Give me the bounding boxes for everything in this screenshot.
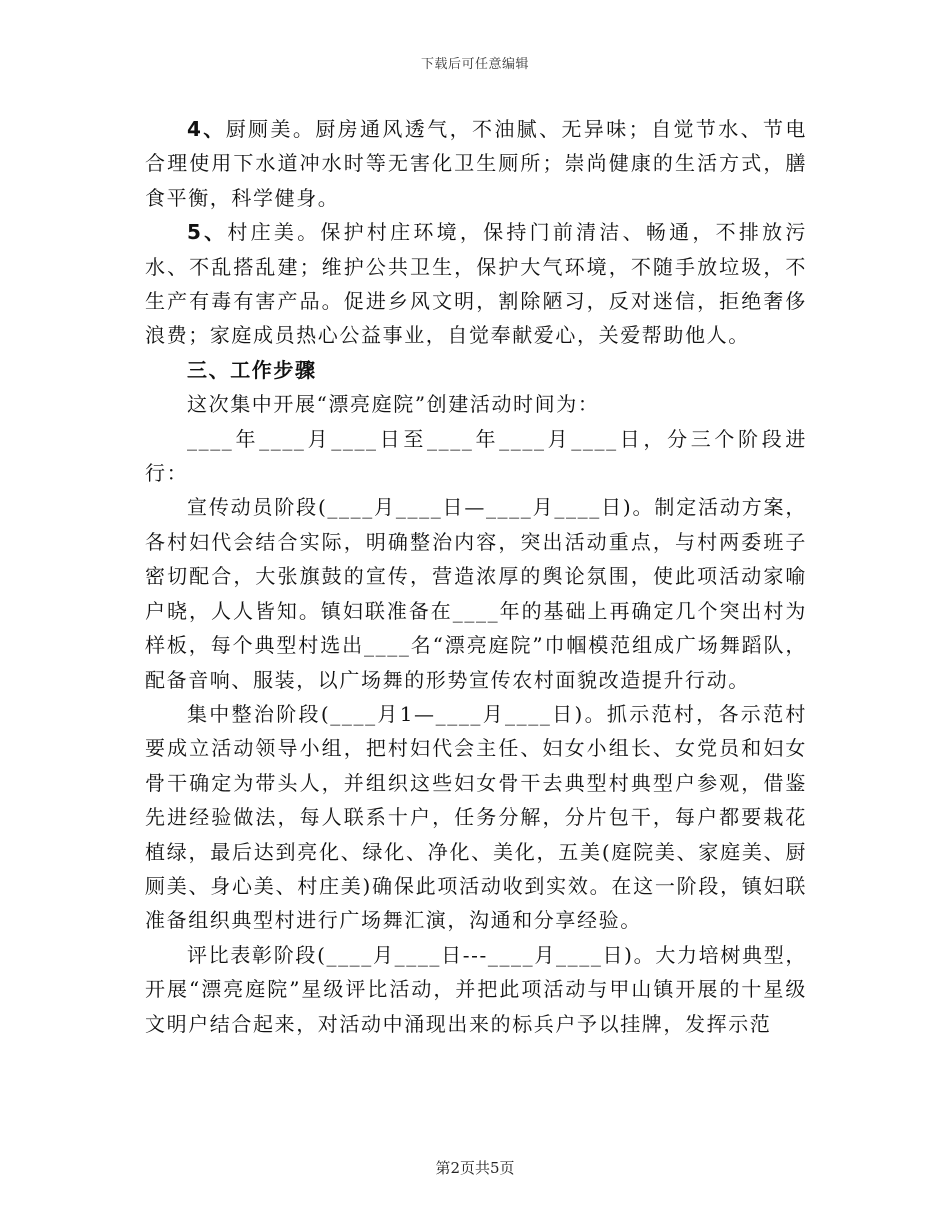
paragraph-text: 村庄美。保护村庄环境，保持门前清洁、畅通，不排放污水、不乱搭乱建；维护公共卫生，保护大气环境，不随手放垃圾，不生产有毒有害产品。促进乡风文明，割除陋习，反对迷信，拒绝奢侈浪费；家庭成员热心公益事业，自觉奉献爱心，关爱帮助他人。 xyxy=(145,220,807,348)
paragraph-stage-rectification: 集中整治阶段(____月1—____月____日)。抓示范村，各示范村要成立活动领导小组，把村妇代会主任、妇女小组长、女党员和妇女骨干确定为带头人，并组织这些妇女骨干去典型村典型户参观，借鉴先进经验做法，每人联系十户，任务分解，分片包干，每户都要栽花植绿，最后达到亮化、绿化、净化、美化，五美(庭院美、家庭美、厨厕美、身心美、村庄美)确保此项活动收到实效。在这一阶段，镇妇联准备组织典型村进行广场舞汇演，沟通和分享经验。 xyxy=(145,701,807,933)
document-body xyxy=(145,112,807,1041)
page-number: 第2页共5页 xyxy=(435,1159,515,1177)
paragraph-item-4 xyxy=(145,112,807,215)
paragraph-intro: 这次集中开展“漂亮庭院”创建活动时间为： xyxy=(187,392,600,417)
paragraph-dates: ____年____月____日至____年____月____日，分三个阶段进行： xyxy=(145,426,807,486)
paragraph-stage-publicity: 宣传动员阶段(____月____日—____月____日)。制定活动方案，各村妇代会结合实际，明确整治内容，突出活动重点，与村两委班子密切配合，大张旗鼓的宣传，营造浓厚的舆论氛围，使此项活动家喻户晓，人人皆知。镇妇联准备在____年的基础上再确定几个突出村为样板，每个典型村选出____名“漂亮庭院”巾帼模范组成广场舞蹈队，配备音响、服装，以广场舞的形势宣传农村面貌改造提升行动。 xyxy=(145,495,807,692)
item-number: 5、 xyxy=(187,220,228,245)
section-heading: 三、工作步骤 xyxy=(187,357,317,382)
page-header: 下载后可任意编辑 xyxy=(420,57,529,72)
item-number: 4、 xyxy=(187,117,226,141)
paragraph-stage-evaluation: 评比表彰阶段(____月____日---____月____日)。大力培树典型，开展“漂亮庭院”星级评比活动，并把此项活动与甲山镇开展的十星级文明户结合起来，对活动中涌现出来的标兵户予以挂牌，发挥示范 xyxy=(145,942,807,1036)
paragraph-text: 厨厕美。厨房通风透气，不油腻、无异味；自觉节水、节电合理使用下水道冲水时等无害化卫生厕所；崇尚健康的生活方式，膳食平衡，科学健身。 xyxy=(145,117,807,210)
paragraph-item-5 xyxy=(145,215,807,353)
